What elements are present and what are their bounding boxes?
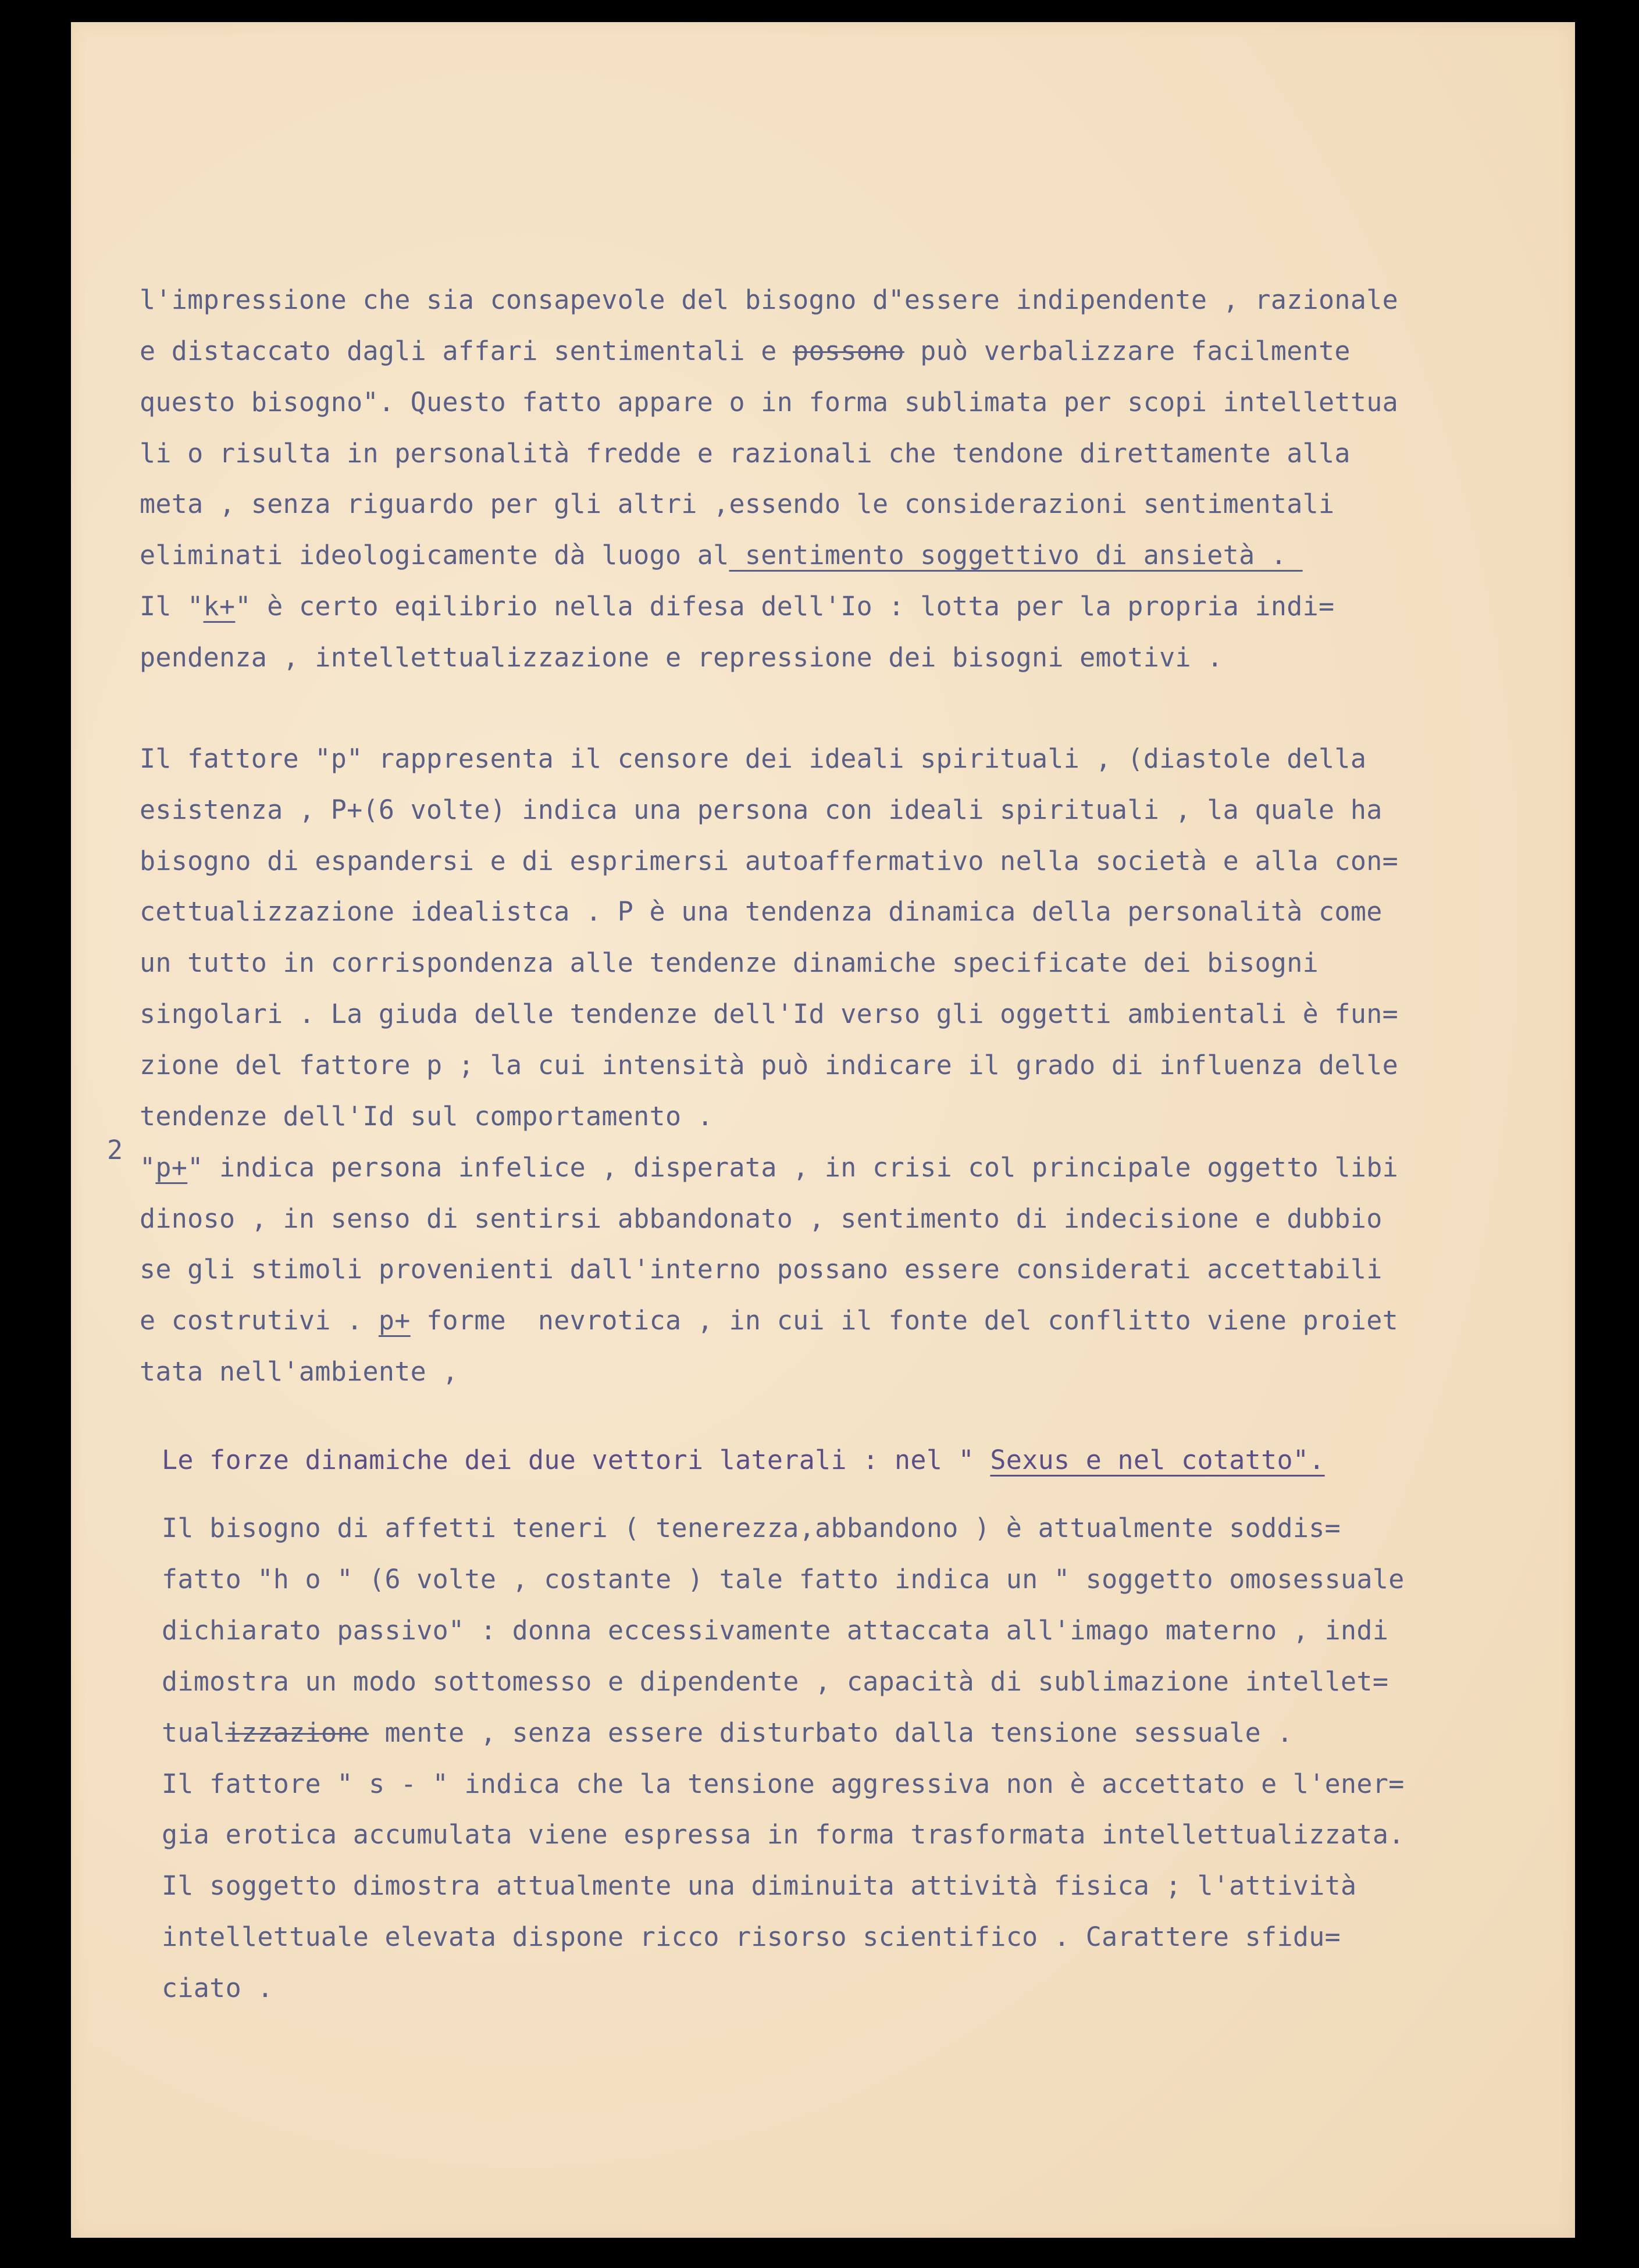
text-line xyxy=(140,1358,458,1385)
text-span: può verbalizzare facilmente xyxy=(904,336,1351,366)
text-line xyxy=(140,284,1398,315)
underlined-phrase: Sexus e nel cotatto". xyxy=(990,1445,1325,1475)
text-span: cettualizzazione idealistca . P è una tendenza dinamica della personalità come xyxy=(140,896,1383,927)
underlined-symbol: k+ xyxy=(203,591,236,622)
text-span: un tutto in corrispondenza alle tendenze dinamiche specificate dei bisogni xyxy=(140,947,1319,978)
text-span: zione del fattore p ; la cui intensità può indicare il grado di influenza delle xyxy=(140,1050,1398,1080)
text-line xyxy=(162,1668,1388,1695)
text-span: questo bisogno". Questo fatto appare o in forma sublimata per scopi intellettua xyxy=(140,387,1398,418)
text-span: fatto "h o " (6 volte , costante ) tale fatto indica un " soggetto omosessuale xyxy=(162,1564,1405,1595)
text-line xyxy=(140,644,1223,671)
text-span: tata nell'ambiente , xyxy=(140,1356,458,1387)
text-line xyxy=(162,1615,1389,1646)
text-span: e distaccato dagli affari sentimentali e xyxy=(140,336,793,366)
text-line xyxy=(162,1870,1357,1901)
text-line xyxy=(140,1154,1398,1181)
text-span: Il fattore " s - " indica che la tensione aggressiva non è accettato e l'ener= xyxy=(162,1768,1405,1799)
section-heading xyxy=(162,1447,1325,1473)
text-span: ciato . xyxy=(162,1973,273,2003)
paper-sheet xyxy=(71,22,1575,2238)
text-line xyxy=(140,947,1319,978)
text-span: " indica persona infelice , disperata , in crisi col principale oggetto libi xyxy=(187,1152,1399,1183)
struck-word: izzazione xyxy=(225,1717,369,1748)
underlined-symbol: p+ xyxy=(155,1152,188,1183)
text-line xyxy=(140,591,1335,622)
text-line xyxy=(140,1203,1383,1234)
typed-text-body xyxy=(71,22,1575,2238)
text-span: l'impressione che sia consapevole del bisogno d"essere indipendente , razionale xyxy=(140,284,1398,315)
text-line xyxy=(140,488,1335,519)
underlined-symbol: p+ xyxy=(378,1305,411,1336)
text-line xyxy=(140,1052,1398,1078)
text-line xyxy=(140,794,1383,825)
text-span: dimostra un modo sottomesso e dipendente , capacità di sublimazione intellet= xyxy=(162,1666,1389,1697)
text-span: tendenze dell'Id sul comportamento . xyxy=(140,1101,714,1132)
text-line xyxy=(140,1305,1399,1336)
text-line xyxy=(140,848,1398,874)
text-line xyxy=(162,1564,1405,1595)
text-span: Il fattore "p" rappresenta il censore dei ideali spirituali , (diastole della xyxy=(140,743,1367,774)
text-span: e costrutivi . xyxy=(140,1305,379,1336)
text-line xyxy=(162,1921,1341,1952)
text-span: dichiarato passivo" : donna eccessivamente attaccata all'imago materno , indi xyxy=(162,1615,1389,1646)
text-span: esistenza , P+(6 volte) indica una persona con ideali spirituali , la quale ha xyxy=(140,794,1383,825)
text-span: Le forze dinamiche dei due vettori laterali : nel " xyxy=(162,1445,990,1475)
text-line xyxy=(162,1975,273,2001)
text-span: Il bisogno di affetti teneri ( tenerezza,abbandono ) è attualmente soddis= xyxy=(162,1513,1341,1543)
text-line xyxy=(140,542,1303,568)
text-span: tual xyxy=(162,1717,226,1748)
text-span: gia erotica accumulata viene espressa in forma trasformata intellettualizzata. xyxy=(162,1819,1405,1850)
text-span: li o risulta in personalità fredde e razionali che tendone direttamente alla xyxy=(140,438,1351,469)
text-line xyxy=(162,1717,1293,1748)
struck-word: possono xyxy=(793,336,904,366)
text-line xyxy=(162,1768,1405,1799)
underlined-phrase: sentimento soggettivo di ansietà . xyxy=(729,540,1303,570)
text-span: Il " xyxy=(140,591,204,622)
text-span: forme nevrotica , in cui il fonte del conflitto viene proiet xyxy=(410,1305,1399,1336)
text-line xyxy=(162,1821,1405,1848)
text-line xyxy=(140,1254,1383,1285)
text-span: dinoso , in senso di sentirsi abbandonato , sentimento di indecisione e dubbio xyxy=(140,1203,1383,1234)
text-line xyxy=(140,438,1351,469)
text-line xyxy=(140,1001,1398,1027)
text-span: meta , senza riguardo per gli altri ,essendo le considerazioni sentimentali xyxy=(140,488,1335,519)
text-span: pendenza , intellettualizzazione e repressione dei bisogni emotivi . xyxy=(140,642,1223,673)
text-line xyxy=(140,743,1367,774)
text-span: " xyxy=(140,1152,156,1183)
text-span: singolari . La giuda delle tendenze dell'Id verso gli oggetti ambientali è fun= xyxy=(140,999,1398,1029)
text-line xyxy=(140,898,1383,925)
text-line xyxy=(162,1515,1341,1541)
text-span: " è certo eqilibrio nella difesa dell'Io : lotta per la propria indi= xyxy=(235,591,1335,622)
text-span: mente , senza essere disturbato dalla tensione sessuale . xyxy=(369,1717,1293,1748)
text-span: Il soggetto dimostra attualmente una diminuita attività fisica ; l'attività xyxy=(162,1870,1357,1901)
margin-number: 2 xyxy=(107,1135,123,1165)
text-span: bisogno di espandersi e di esprimersi autoaffermativo nella società e alla con= xyxy=(140,846,1398,876)
text-span: intellettuale elevata dispone ricco risorso scientifico . Carattere sfidu= xyxy=(162,1921,1341,1952)
text-line xyxy=(140,338,1351,364)
text-span: se gli stimoli provenienti dall'interno possano essere considerati accettabili xyxy=(140,1254,1383,1285)
text-line xyxy=(140,387,1398,418)
text-line xyxy=(140,1101,714,1132)
text-span: eliminati ideologicamente dà luogo al xyxy=(140,540,729,570)
